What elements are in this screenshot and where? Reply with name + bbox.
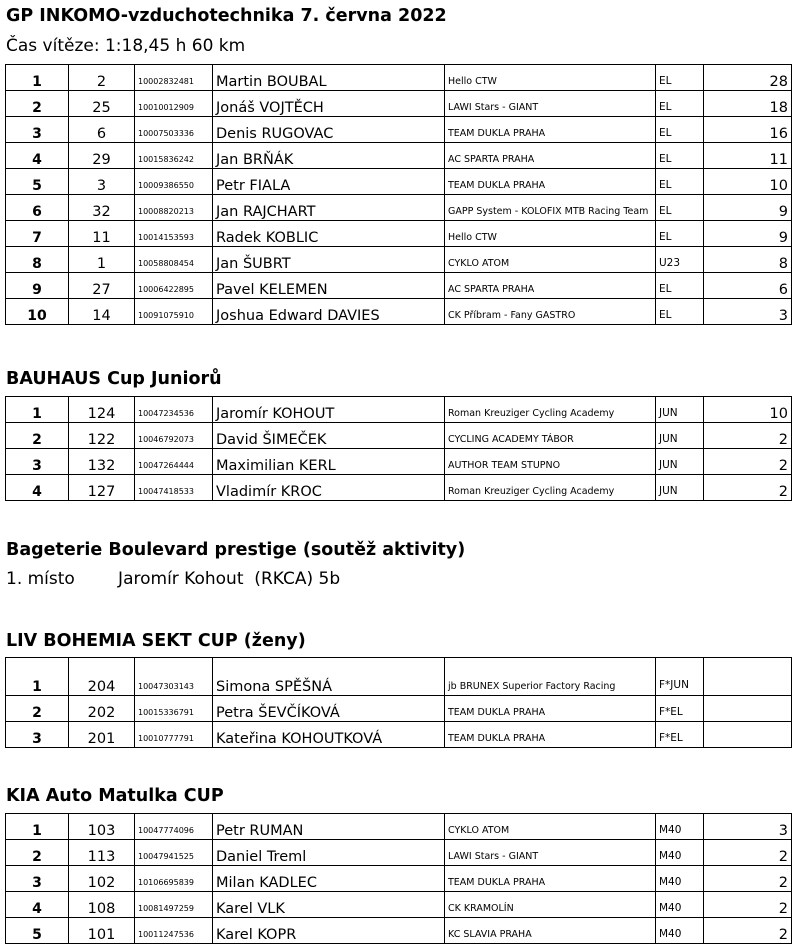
table-row (6, 143, 792, 169)
rider-name-cell: Milan KADLEC (213, 866, 445, 892)
rider-name-cell: Karel VLK (213, 892, 445, 918)
license-id-cell: 10091075910 (135, 299, 213, 325)
start-number-cell: 27 (69, 273, 135, 299)
points-cell: 10 (704, 397, 792, 423)
section-title-liv-bohemia: LIV BOHEMIA SEKT CUP (ženy) (6, 631, 306, 651)
category-cell: JUN (656, 423, 704, 449)
team-name-cell: Hello CTW (445, 221, 656, 247)
start-number-cell: 6 (69, 117, 135, 143)
category-cell: JUN (656, 475, 704, 501)
table-row (6, 722, 792, 748)
category-cell: F*EL (656, 722, 704, 748)
rank-cell: 1 (6, 814, 69, 840)
team-name-cell: LAWI Stars - GIANT (445, 91, 656, 117)
team-name-cell: GAPP System - KOLOFIX MTB Racing Team (445, 195, 656, 221)
category-cell: EL (656, 273, 704, 299)
start-number-cell: 113 (69, 840, 135, 866)
points-cell: 2 (704, 918, 792, 944)
rank-cell: 4 (6, 143, 69, 169)
results-table-liv (5, 657, 792, 748)
rank-cell: 2 (6, 423, 69, 449)
points-cell: 18 (704, 91, 792, 117)
rider-name-cell: Jan BRŇÁK (213, 143, 445, 169)
category-cell: M40 (656, 866, 704, 892)
start-number-cell: 201 (69, 722, 135, 748)
category-cell: EL (656, 299, 704, 325)
table-row (6, 169, 792, 195)
category-cell: EL (656, 143, 704, 169)
start-number-cell: 127 (69, 475, 135, 501)
start-number-cell: 32 (69, 195, 135, 221)
points-cell: 2 (704, 449, 792, 475)
rank-cell: 2 (6, 91, 69, 117)
team-name-cell: TEAM DUKLA PRAHA (445, 866, 656, 892)
rank-cell: 6 (6, 195, 69, 221)
category-cell: EL (656, 65, 704, 91)
start-number-cell: 103 (69, 814, 135, 840)
rank-cell: 3 (6, 449, 69, 475)
rank-cell: 7 (6, 221, 69, 247)
team-name-cell: TEAM DUKLA PRAHA (445, 117, 656, 143)
start-number-cell: 1 (69, 247, 135, 273)
rider-name-cell: Pavel KELEMEN (213, 273, 445, 299)
license-id-cell: 10007503336 (135, 117, 213, 143)
license-id-cell: 10047303143 (135, 658, 213, 696)
rider-name-cell: Jonáš VOJTĚCH (213, 91, 445, 117)
section-title-bageterie: Bageterie Boulevard prestige (soutěž aktivity) (6, 540, 466, 560)
table-row (6, 65, 792, 91)
license-id-cell: 10047941525 (135, 840, 213, 866)
team-name-cell: KC SLAVIA PRAHA (445, 918, 656, 944)
points-cell: 11 (704, 143, 792, 169)
category-cell: F*EL (656, 696, 704, 722)
team-name-cell: Hello CTW (445, 65, 656, 91)
start-number-cell: 108 (69, 892, 135, 918)
team-name-cell: CK Příbram - Fany GASTRO (445, 299, 656, 325)
points-cell: 9 (704, 221, 792, 247)
points-cell: 2 (704, 892, 792, 918)
category-cell: EL (656, 117, 704, 143)
team-name-cell: AC SPARTA PRAHA (445, 273, 656, 299)
results-table-kia (5, 813, 792, 944)
rank-cell: 2 (6, 840, 69, 866)
rider-name-cell: Martin BOUBAL (213, 65, 445, 91)
rank-cell: 1 (6, 65, 69, 91)
category-cell: M40 (656, 918, 704, 944)
rank-cell: 4 (6, 475, 69, 501)
rider-name-cell: Joshua Edward DAVIES (213, 299, 445, 325)
team-name-cell: jb BRUNEX Superior Factory Racing (445, 658, 656, 696)
start-number-cell: 2 (69, 65, 135, 91)
rider-name-cell: David ŠIMEČEK (213, 423, 445, 449)
start-number-cell: 204 (69, 658, 135, 696)
rank-cell: 3 (6, 866, 69, 892)
table-row (6, 273, 792, 299)
points-cell: 9 (704, 195, 792, 221)
license-id-cell: 10009386550 (135, 169, 213, 195)
license-id-cell: 10002832481 (135, 65, 213, 91)
category-cell: M40 (656, 892, 704, 918)
results-table-gp (5, 64, 792, 325)
rider-name-cell: Simona SPĚŠNÁ (213, 658, 445, 696)
rider-name-cell: Daniel Treml (213, 840, 445, 866)
rank-cell: 5 (6, 169, 69, 195)
table-row (6, 696, 792, 722)
start-number-cell: 14 (69, 299, 135, 325)
category-cell: EL (656, 91, 704, 117)
team-name-cell: CYKLO ATOM (445, 814, 656, 840)
rider-name-cell: Jan RAJCHART (213, 195, 445, 221)
category-cell: JUN (656, 397, 704, 423)
start-number-cell: 202 (69, 696, 135, 722)
category-cell: EL (656, 221, 704, 247)
rider-name-cell: Petr FIALA (213, 169, 445, 195)
license-id-cell: 10015836242 (135, 143, 213, 169)
start-number-cell: 101 (69, 918, 135, 944)
table-row (6, 892, 792, 918)
rank-cell: 8 (6, 247, 69, 273)
license-id-cell: 10081497259 (135, 892, 213, 918)
start-number-cell: 122 (69, 423, 135, 449)
team-name-cell: AC SPARTA PRAHA (445, 143, 656, 169)
rider-name-cell: Jan ŠUBRT (213, 247, 445, 273)
rider-name-cell: Vladimír KROC (213, 475, 445, 501)
start-number-cell: 132 (69, 449, 135, 475)
team-name-cell: TEAM DUKLA PRAHA (445, 169, 656, 195)
category-cell: EL (656, 169, 704, 195)
section-title-kia: KIA Auto Matulka CUP (6, 786, 224, 806)
table-row (6, 117, 792, 143)
points-cell: 3 (704, 299, 792, 325)
table-row (6, 866, 792, 892)
points-cell (704, 696, 792, 722)
points-cell: 3 (704, 814, 792, 840)
start-number-cell: 25 (69, 91, 135, 117)
team-name-cell: LAWI Stars - GIANT (445, 840, 656, 866)
activity-winner-line: 1. místo Jaromír Kohout (RKCA) 5b (6, 569, 341, 589)
category-cell: M40 (656, 840, 704, 866)
category-cell: M40 (656, 814, 704, 840)
category-cell: U23 (656, 247, 704, 273)
table-row (6, 918, 792, 944)
rider-name-cell: Denis RUGOVAC (213, 117, 445, 143)
points-cell (704, 722, 792, 748)
rider-name-cell: Radek KOBLIC (213, 221, 445, 247)
table-row (6, 449, 792, 475)
license-id-cell: 10010012909 (135, 91, 213, 117)
start-number-cell: 11 (69, 221, 135, 247)
start-number-cell: 102 (69, 866, 135, 892)
table-row (6, 814, 792, 840)
category-cell: EL (656, 195, 704, 221)
section-title-bauhaus: BAUHAUS Cup Juniorů (6, 369, 222, 389)
points-cell: 2 (704, 866, 792, 892)
team-name-cell: CYCLING ACADEMY TÁBOR (445, 423, 656, 449)
license-id-cell: 10008820213 (135, 195, 213, 221)
license-id-cell: 10047234536 (135, 397, 213, 423)
rank-cell: 2 (6, 696, 69, 722)
rank-cell: 9 (6, 273, 69, 299)
team-name-cell: Roman Kreuziger Cycling Academy (445, 397, 656, 423)
license-id-cell: 10010777791 (135, 722, 213, 748)
license-id-cell: 10047264444 (135, 449, 213, 475)
table-row (6, 423, 792, 449)
table-row (6, 840, 792, 866)
license-id-cell: 10015336791 (135, 696, 213, 722)
rider-name-cell: Maximilian KERL (213, 449, 445, 475)
license-id-cell: 10106695839 (135, 866, 213, 892)
table-row (6, 658, 792, 696)
table-row (6, 221, 792, 247)
table-row (6, 475, 792, 501)
table-row (6, 247, 792, 273)
rider-name-cell: Petra ŠEVČÍKOVÁ (213, 696, 445, 722)
license-id-cell: 10047418533 (135, 475, 213, 501)
team-name-cell: AUTHOR TEAM STUPNO (445, 449, 656, 475)
team-name-cell: Roman Kreuziger Cycling Academy (445, 475, 656, 501)
rider-name-cell: Kateřina KOHOUTKOVÁ (213, 722, 445, 748)
points-cell: 28 (704, 65, 792, 91)
rank-cell: 1 (6, 397, 69, 423)
rider-name-cell: Petr RUMAN (213, 814, 445, 840)
team-name-cell: CK KRAMOLÍN (445, 892, 656, 918)
points-cell (704, 658, 792, 696)
license-id-cell: 10011247536 (135, 918, 213, 944)
team-name-cell: TEAM DUKLA PRAHA (445, 696, 656, 722)
points-cell: 2 (704, 423, 792, 449)
points-cell: 8 (704, 247, 792, 273)
rider-name-cell: Jaromír KOHOUT (213, 397, 445, 423)
license-id-cell: 10047774096 (135, 814, 213, 840)
rank-cell: 3 (6, 722, 69, 748)
start-number-cell: 3 (69, 169, 135, 195)
rank-cell: 3 (6, 117, 69, 143)
table-row (6, 299, 792, 325)
rank-cell: 5 (6, 918, 69, 944)
rank-cell: 10 (6, 299, 69, 325)
rank-cell: 1 (6, 658, 69, 696)
start-number-cell: 124 (69, 397, 135, 423)
start-number-cell: 29 (69, 143, 135, 169)
rank-cell: 4 (6, 892, 69, 918)
points-cell: 16 (704, 117, 792, 143)
table-row (6, 397, 792, 423)
license-id-cell: 10058808454 (135, 247, 213, 273)
section-title-gp-inkomo: GP INKOMO-vzduchotechnika 7. června 2022 (6, 6, 447, 26)
points-cell: 6 (704, 273, 792, 299)
table-row (6, 91, 792, 117)
points-cell: 2 (704, 840, 792, 866)
license-id-cell: 10014153593 (135, 221, 213, 247)
team-name-cell: TEAM DUKLA PRAHA (445, 722, 656, 748)
results-table-bauhaus (5, 396, 792, 501)
table-row (6, 195, 792, 221)
rider-name-cell: Karel KOPR (213, 918, 445, 944)
team-name-cell: CYKLO ATOM (445, 247, 656, 273)
category-cell: F*JUN (656, 658, 704, 696)
license-id-cell: 10046792073 (135, 423, 213, 449)
points-cell: 2 (704, 475, 792, 501)
points-cell: 10 (704, 169, 792, 195)
winner-time-line: Čas vítěze: 1:18,45 h 60 km (6, 36, 246, 56)
category-cell: JUN (656, 449, 704, 475)
license-id-cell: 10006422895 (135, 273, 213, 299)
